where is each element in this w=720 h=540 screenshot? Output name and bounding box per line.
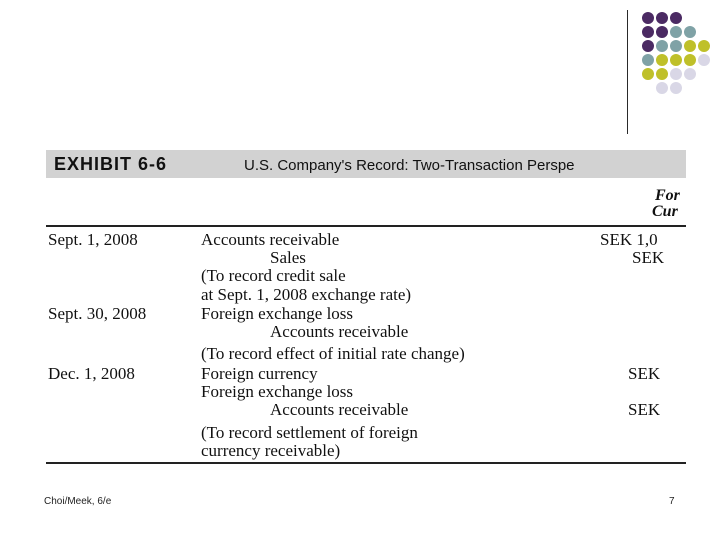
- row-text: Foreign currency: [201, 364, 318, 383]
- decorative-dot: [698, 40, 710, 52]
- row-amount: SEK: [628, 364, 661, 383]
- decorative-dot: [642, 54, 654, 66]
- table-top-rule: [46, 225, 686, 227]
- row-text: Sales: [270, 248, 306, 267]
- footer-citation: Choi/Meek, 6/e: [44, 496, 112, 507]
- decorative-dot: [670, 82, 682, 94]
- page-number: 7: [669, 496, 675, 507]
- exhibit-title: EXHIBIT 6-6: [54, 154, 168, 174]
- row-amount: SEK: [628, 400, 661, 419]
- decorative-dot: [698, 54, 710, 66]
- exhibit-subtitle: U.S. Company's Record: Two-Transaction Perspe: [244, 157, 575, 174]
- row-text: Accounts receivable: [270, 322, 409, 341]
- decorative-dot: [656, 12, 668, 24]
- row-text: currency receivable): [201, 441, 341, 460]
- row-text: Foreign exchange loss: [201, 382, 354, 401]
- column-header-line1: For: [655, 187, 680, 204]
- decorative-dot: [670, 68, 682, 80]
- row-date: Sept. 1, 2008: [48, 230, 138, 249]
- decorative-dot: [656, 26, 668, 38]
- decorative-dot: [670, 40, 682, 52]
- table-bottom-rule: [46, 462, 686, 464]
- row-date: Dec. 1, 2008: [48, 364, 135, 383]
- row-date: Sept. 30, 2008: [48, 304, 147, 323]
- decorative-dot: [670, 54, 682, 66]
- decorative-dot: [684, 68, 696, 80]
- decorative-dot: [684, 54, 696, 66]
- decorative-dot: [670, 12, 682, 24]
- decorative-dot: [670, 26, 682, 38]
- column-header-line2: Cur: [652, 203, 678, 220]
- decorative-dot: [642, 26, 654, 38]
- decorative-dot: [656, 68, 668, 80]
- decorative-dot: [684, 40, 696, 52]
- decorative-dot: [642, 12, 654, 24]
- row-text: (To record settlement of foreign: [201, 423, 418, 442]
- decorative-dot: [684, 26, 696, 38]
- decorative-dot-grid: [0, 0, 720, 140]
- decorative-dot: [642, 40, 654, 52]
- row-text: at Sept. 1, 2008 exchange rate): [201, 285, 412, 304]
- row-amount: SEK: [632, 248, 665, 267]
- row-text: Accounts receivable: [270, 400, 409, 419]
- row-text: Foreign exchange loss: [201, 304, 354, 323]
- row-text: (To record effect of initial rate change): [201, 344, 465, 363]
- decorative-dot: [642, 68, 654, 80]
- decorative-dot: [656, 40, 668, 52]
- decorative-vertical-line: [627, 10, 628, 134]
- row-amount: SEK 1,0: [600, 230, 658, 249]
- row-text: (To record credit sale: [201, 266, 346, 285]
- decorative-dot: [656, 82, 668, 94]
- exhibit-header-bar: [46, 150, 686, 178]
- decorative-dot: [656, 54, 668, 66]
- row-text: Accounts receivable: [201, 230, 340, 249]
